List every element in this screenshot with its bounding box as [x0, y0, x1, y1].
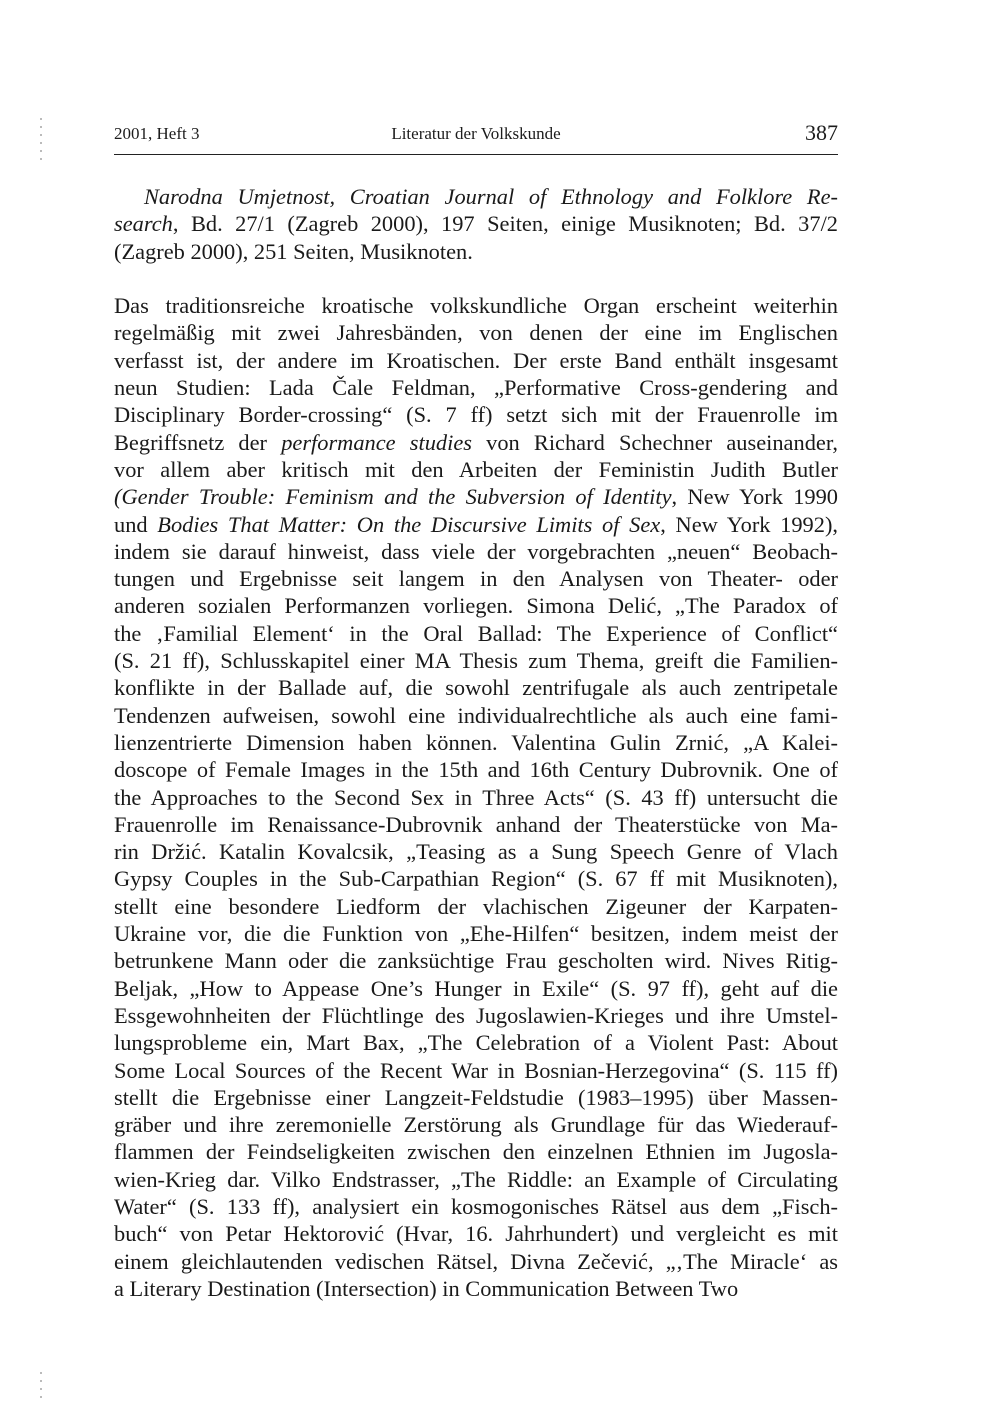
text-run: stellt die Ergebnisse einer Langzeit-Feldstudie (1983–1995) über Massen- — [114, 1084, 838, 1110]
text-run: Some Local Sources of the Recent War in Bosnian-Herzegovina“ (S. 115 ff) — [114, 1057, 838, 1083]
text-line — [114, 920, 838, 947]
italic-title: (Gender Trouble: Feminism and the Subversion of Identity — [114, 484, 672, 510]
text-run: rin Držić. Katalin Kovalcsik, „Teasing as a Sung Speech Genre of Vlach — [114, 839, 838, 865]
text-line — [114, 811, 838, 838]
header-section-title: Literatur der Volkskunde — [391, 124, 561, 143]
text-line — [114, 1138, 838, 1165]
text-line — [114, 374, 838, 401]
text-run: , New York 1992), — [660, 511, 838, 537]
text-line — [114, 1002, 838, 1029]
text-line — [114, 511, 838, 538]
text-line — [114, 674, 838, 701]
text-run: buch“ von Petar Hektorović (Hvar, 16. Jahrhundert) und vergleicht es mit — [114, 1221, 838, 1247]
text-line — [114, 183, 838, 210]
header-rule — [114, 154, 838, 155]
scan-margin-marks-bottom — [40, 1372, 42, 1404]
text-line — [114, 1275, 838, 1302]
text-run: von Richard Schechner auseinander, — [471, 429, 838, 455]
text-line — [114, 1111, 838, 1138]
text-line — [114, 838, 838, 865]
text-run: anderen sozialen Performanzen vorliegen. Simona Delić, „The Paradox of — [114, 593, 838, 619]
text-run: the ‚Familial Element‘ in the Oral Ballad: The Experience of Conflict“ — [114, 620, 838, 646]
text-line — [114, 865, 838, 892]
text-run: a Literary Destination (Intersection) in Communication Between Two — [114, 1275, 739, 1301]
text-line — [114, 620, 838, 647]
text-run: und — [114, 511, 158, 537]
text-line — [114, 893, 838, 920]
page-number: 387 — [805, 120, 838, 145]
scan-margin-marks-top — [40, 118, 42, 166]
text-run: verfasst ist, der andere im Kroatischen. Der erste Band enthält insgesamt — [114, 347, 838, 373]
italic-title: Bodies That Matter: On the Discursive Limits of Sex — [157, 511, 661, 537]
text-run: (Zagreb 2000), 251 Seiten, Musiknoten. — [114, 238, 473, 264]
text-line — [114, 538, 838, 565]
text-run: lienzentrierte Dimension haben können. Valentina Gulin Zrnić, „A Kalei- — [114, 729, 838, 755]
text-run: indem sie darauf hinweist, dass viele der vorgebrachten „neuen“ Beobach- — [114, 538, 838, 564]
text-line — [114, 238, 838, 265]
text-run: Essgewohnheiten der Flüchtlinge des Jugoslawien-Krieges und ihre Umstel- — [114, 1002, 838, 1028]
text-line — [114, 347, 838, 374]
text-line — [114, 401, 838, 428]
text-line — [114, 756, 838, 783]
text-run: tungen und Ergebnisse seit langem in den Analysen von Theater- oder — [114, 566, 838, 592]
text-line — [114, 1057, 838, 1084]
header-issue: 2001, Heft 3 — [114, 124, 200, 143]
text-line — [114, 647, 838, 674]
text-run: , New York 1990 — [671, 484, 838, 510]
text-run: regelmäßig mit zwei Jahresbänden, von denen der eine im Englischen — [114, 320, 838, 346]
text-line — [114, 456, 838, 483]
text-line — [114, 592, 838, 619]
text-line — [114, 483, 838, 510]
text-run: Begriffsnetz der — [114, 429, 282, 455]
text-run: konflikte in der Ballade auf, die sowohl zentrifugale als auch zentripetale — [114, 675, 838, 701]
text-run: einem gleichlautenden vedischen Rätsel, Divna Zečević, „‚The Miracle‘ as — [114, 1248, 838, 1274]
running-header — [114, 122, 838, 146]
text-line — [114, 1084, 838, 1111]
italic-title: Narodna Umjetnost, Croatian Journal of Ethnology and Folklore Re- — [144, 184, 838, 209]
text-run: Gypsy Couples in the Sub-Carpathian Region“ (S. 67 ff mit Musiknoten), — [114, 866, 838, 892]
text-run: flammen der Feindseligkeiten zwischen den einzelnen Ethnien im Jugosla- — [114, 1139, 838, 1165]
text-line — [114, 292, 838, 319]
text-line — [114, 1248, 838, 1275]
text-line — [114, 210, 838, 237]
text-run: Beljak, „How to Appease One’s Hunger in Exile“ (S. 97 ff), geht auf die — [114, 975, 838, 1001]
text-run: wien-Krieg dar. Vilko Endstrasser, „The Riddle: an Example of Circulating — [114, 1166, 838, 1192]
text-line — [114, 1029, 838, 1056]
text-run: Das traditionsreiche kroatische volkskundliche Organ erscheint weiterhin — [114, 293, 838, 319]
text-run: Ukraine vor, die die Funktion von „Ehe-Hilfen“ besitzen, indem meist der — [114, 921, 838, 947]
text-run: lungsprobleme ein, Mart Bax, „The Celebration of a Violent Past: About — [114, 1030, 838, 1056]
italic-title: search — [114, 211, 173, 237]
text-run: vor allem aber kritisch mit den Arbeiten der Feministin Judith Butler — [114, 456, 838, 482]
text-line — [114, 702, 838, 729]
text-line — [114, 565, 838, 592]
text-line — [114, 319, 838, 346]
text-line — [114, 784, 838, 811]
text-run: Water“ (S. 133 ff), analysiert ein kosmogonisches Rätsel aus dem „Fisch- — [114, 1193, 838, 1219]
text-run: Frauenrolle im Renaissance-Dubrovnik anhand der Theaterstücke von Ma- — [114, 811, 838, 837]
italic-title: performance studies — [281, 429, 472, 455]
text-line — [114, 729, 838, 756]
paragraph-gap — [114, 265, 838, 292]
text-run: gräber und ihre zeremonielle Zerstörung als Grundlage für das Wiederauf- — [114, 1112, 838, 1138]
text-run: betrunkene Mann oder die zanksüchtige Frau gescholten wird. Nives Ritig- — [114, 948, 838, 974]
text-run: the Approaches to the Second Sex in Three Acts“ (S. 43 ff) untersucht die — [114, 784, 838, 810]
text-run: doscope of Female Images in the 15th and 16th Century Dubrovnik. One of — [114, 757, 838, 783]
text-line — [114, 1193, 838, 1220]
review-text — [114, 183, 838, 1302]
text-run: Tendenzen aufweisen, sowohl eine individualrechtliche als auch eine fami- — [114, 702, 838, 728]
text-run: neun Studien: Lada Čale Feldman, „Performative Cross-gendering and — [114, 375, 838, 401]
text-line — [114, 1166, 838, 1193]
text-run: , Bd. 27/1 (Zagreb 2000), 197 Seiten, einige Musiknoten; Bd. 37/2 — [172, 211, 838, 237]
text-line — [114, 429, 838, 456]
text-line — [114, 975, 838, 1002]
text-run: (S. 21 ff), Schlusskapitel einer MA Thesis zum Thema, greift die Familien- — [114, 648, 838, 674]
citation-block — [114, 183, 838, 265]
text-run: Disciplinary Border-crossing“ (S. 7 ff) setzt sich mit der Frauenrolle im — [114, 402, 838, 428]
review-paragraph — [114, 292, 838, 1302]
text-line — [114, 947, 838, 974]
text-run: stellt eine besondere Liedform der vlachischen Zigeuner der Karpaten- — [114, 893, 838, 919]
text-line — [114, 1220, 838, 1247]
